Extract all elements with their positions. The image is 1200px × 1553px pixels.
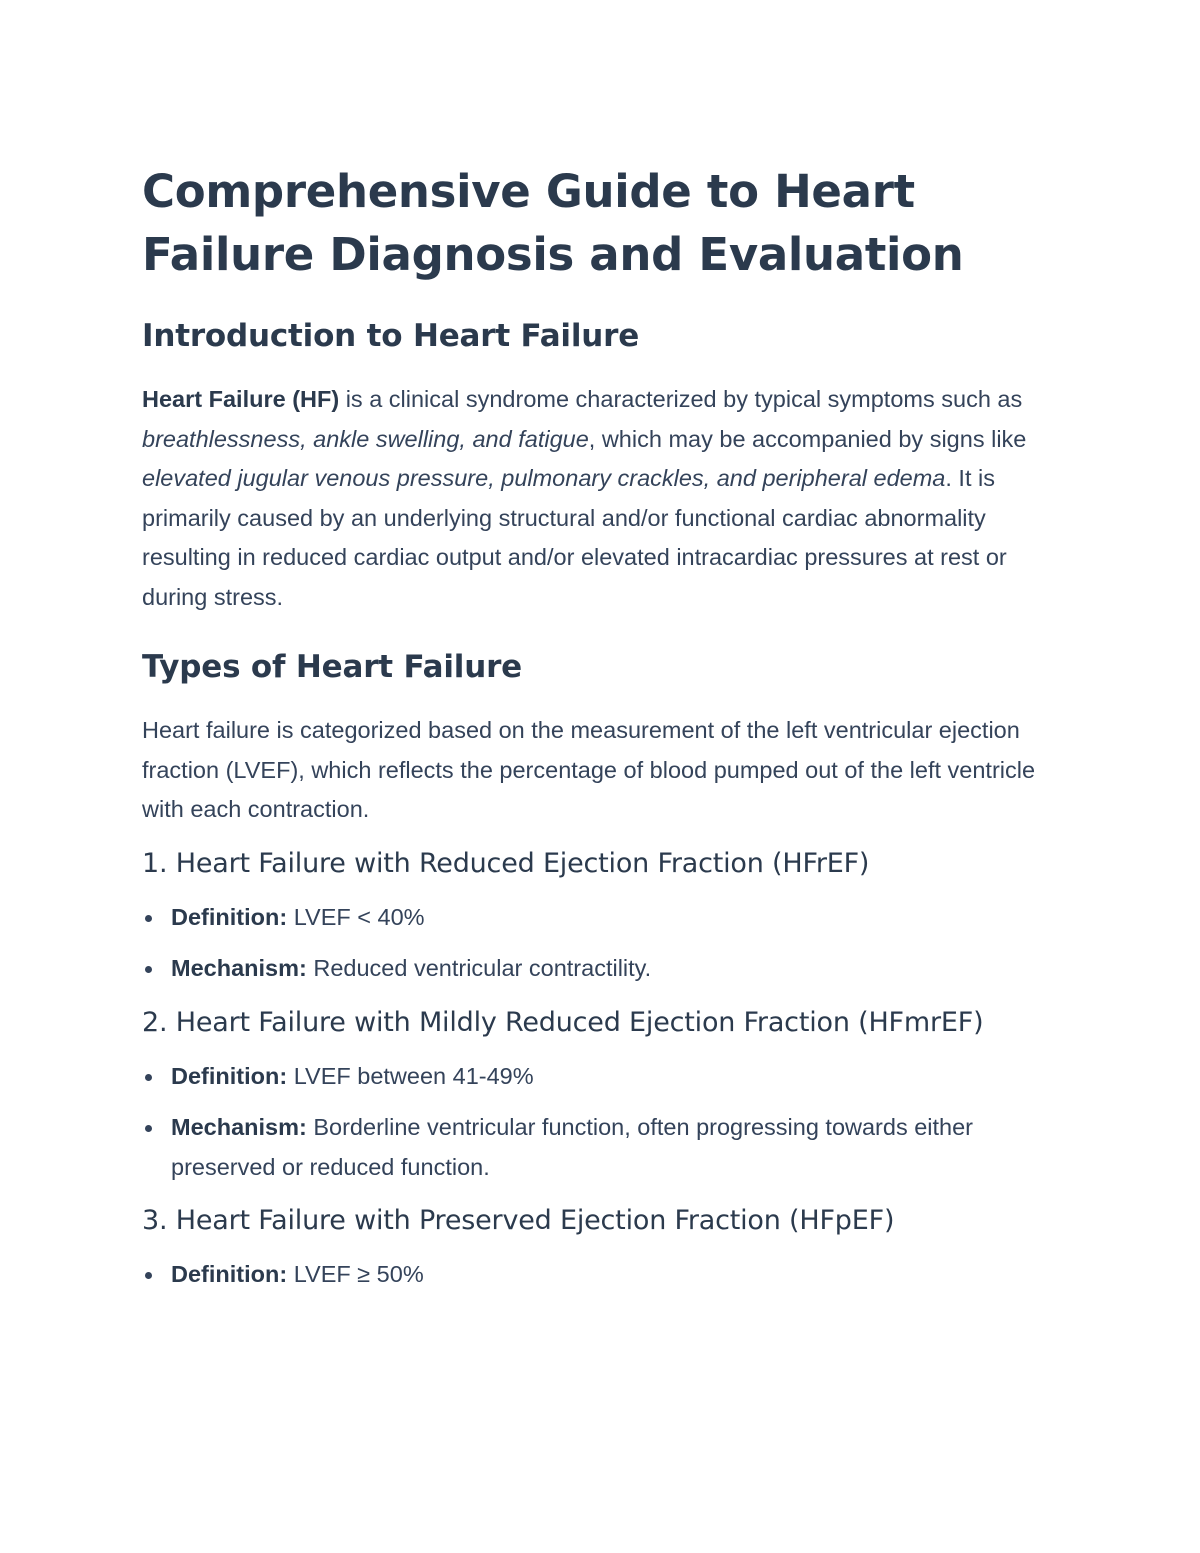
intro-text-3: . It is primarily caused by an underlying structural and/or functional cardiac abnormality resulting in reduced cardiac output and/or elevated intracardiac pressures at rest or during stress.	[142, 465, 1007, 610]
list-item-label: Mechanism:	[171, 955, 307, 981]
list-item-text: LVEF ≥ 50%	[287, 1261, 424, 1287]
term-heart-failure: Heart Failure (HF)	[142, 386, 340, 412]
hfref-list	[142, 898, 1072, 989]
types-paragraph: Heart failure is categorized based on the measurement of the left ventricular ejection fraction (LVEF), which reflects the percentage of blood pumped out of the left ventricle with each contraction.	[142, 717, 1036, 822]
intro-text-1: is a clinical syndrome characterized by typical symptoms such as	[339, 386, 1023, 412]
subsection-heading-hfpef: 3. Heart Failure with Preserved Ejection Fraction (HFpEF)	[142, 1205, 895, 1236]
intro-paragraph	[142, 380, 1072, 617]
list-item	[142, 949, 1072, 989]
list-item-label: Definition:	[171, 1062, 288, 1089]
hfmref-list	[142, 1057, 1072, 1188]
list-item-text: LVEF between 41-49%	[287, 1062, 534, 1089]
document-page	[142, 160, 1072, 1311]
subsection-heading-hfref: 1. Heart Failure with Reduced Ejection Fraction (HFrEF)	[142, 847, 870, 879]
list-item-text: LVEF < 40%	[287, 903, 425, 930]
list-item-label: Definition:	[171, 903, 288, 930]
section-heading-types: Types of Heart Failure	[142, 649, 523, 685]
list-item-text: Borderline ventricular function, often progressing towards either preserved or reduced function.	[171, 1114, 974, 1180]
subsection-heading-hfmref: 2. Heart Failure with Mildly Reduced Ejection Fraction (HFmrEF)	[142, 1006, 984, 1038]
list-item	[142, 898, 1072, 938]
intro-text-2: , which may be accompanied by signs like	[588, 425, 1027, 452]
hfpef-list	[142, 1255, 1072, 1295]
list-item	[142, 1057, 1072, 1097]
list-item-text: Reduced ventricular contractility.	[306, 955, 652, 981]
intro-symptoms: breathlessness, ankle swelling, and fatigue	[142, 425, 589, 452]
section-heading-introduction: Introduction to Heart Failure	[142, 318, 640, 354]
list-item-label: Definition:	[171, 1261, 288, 1287]
list-item	[142, 1255, 1072, 1295]
intro-signs: elevated jugular venous pressure, pulmonary crackles, and peripheral edema	[142, 465, 946, 491]
list-item-label: Mechanism:	[171, 1114, 307, 1140]
document-title: Comprehensive Guide to Heart Failure Diagnosis and Evaluation	[142, 165, 964, 281]
list-item	[142, 1108, 1072, 1187]
